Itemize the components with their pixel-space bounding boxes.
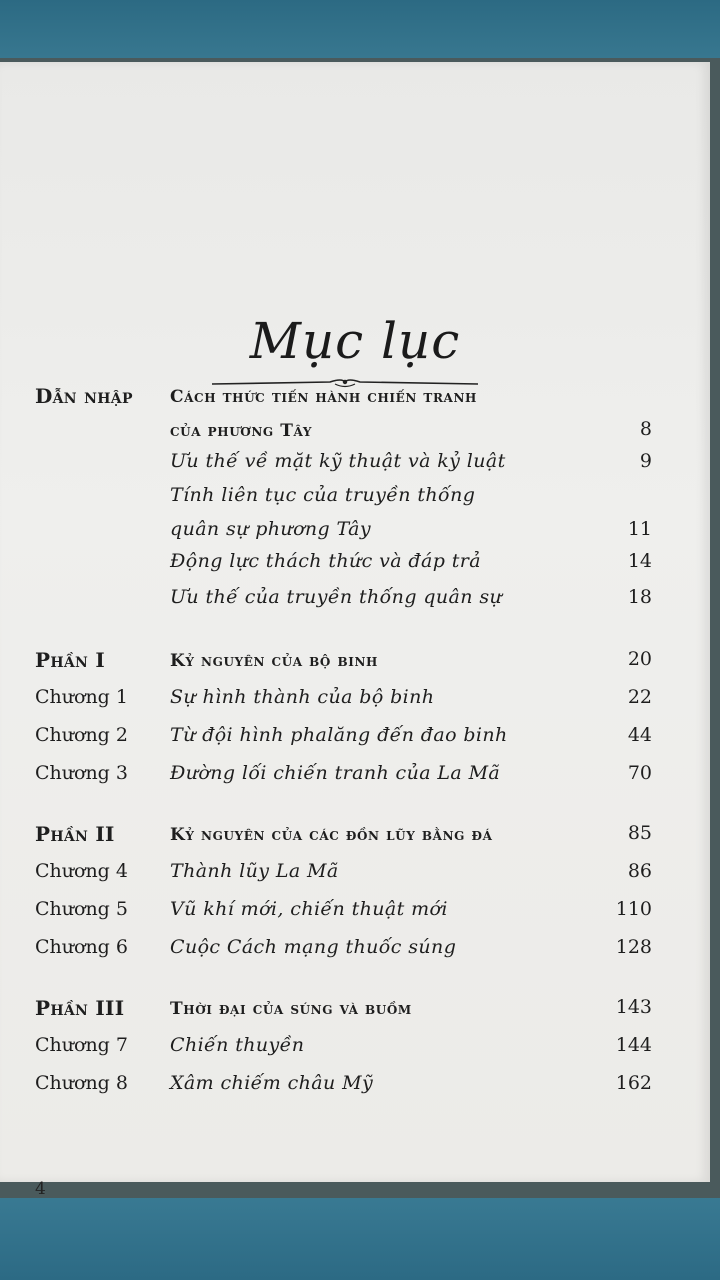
entry-title: Sự hình thành của bộ binh bbox=[170, 686, 435, 708]
entry-title: Động lực thách thức và đáp trả bbox=[170, 550, 481, 572]
entry-title: Đường lối chiến tranh của La Mã bbox=[170, 762, 501, 784]
page-ref: 9 bbox=[639, 450, 652, 472]
entry-title: Xâm chiếm châu Mỹ bbox=[170, 1072, 374, 1094]
page-ref: 14 bbox=[627, 550, 652, 572]
section-heading: Cách thức tiến hành chiến tranh bbox=[170, 387, 477, 407]
part-label: Phần III bbox=[35, 996, 125, 1020]
part-label: Phần I bbox=[35, 648, 106, 672]
section-heading: Kỷ nguyên của bộ binh bbox=[170, 651, 378, 671]
page-number: 4 bbox=[35, 1179, 46, 1199]
page-ref: 128 bbox=[615, 936, 652, 958]
page-ref: 20 bbox=[627, 648, 652, 670]
entry-title: Chiến thuyền bbox=[170, 1034, 305, 1056]
page-ref: 22 bbox=[627, 686, 652, 708]
page-title: Mục lục bbox=[249, 312, 461, 370]
show-through-handwriting bbox=[23, 90, 62, 163]
chapter-label: Chương 2 bbox=[35, 724, 128, 746]
entry-title: Từ đội hình phalăng đến đao binh bbox=[170, 724, 508, 746]
chapter-label: Chương 3 bbox=[35, 762, 128, 784]
entry-title: Vũ khí mới, chiến thuật mới bbox=[170, 898, 448, 920]
chapter-label: Chương 6 bbox=[35, 936, 128, 958]
background-bottom bbox=[0, 1185, 720, 1280]
page-ref: 70 bbox=[627, 762, 652, 784]
show-through-large-text bbox=[120, 582, 162, 666]
page-ref: 86 bbox=[627, 860, 652, 882]
section-heading: Kỷ nguyên của các đồn lũy bằng đá bbox=[170, 825, 493, 845]
part-label: Dẫn nhập bbox=[35, 384, 133, 408]
entry-title: Ưu thế về mặt kỹ thuật và kỷ luật bbox=[170, 450, 506, 472]
page-ref: 11 bbox=[627, 518, 652, 540]
chapter-label: Chương 1 bbox=[35, 686, 128, 708]
section-heading: Thời đại của súng và buồm bbox=[170, 999, 412, 1019]
page-ref: 8 bbox=[639, 418, 652, 440]
page-ref: 44 bbox=[627, 724, 652, 746]
book-page bbox=[0, 62, 710, 1199]
chapter-label: Chương 4 bbox=[35, 860, 128, 882]
chapter-label: Chương 8 bbox=[35, 1072, 128, 1094]
page-ref: 110 bbox=[615, 898, 652, 920]
page-ref: 144 bbox=[615, 1034, 652, 1056]
chapter-label: Chương 5 bbox=[35, 898, 128, 920]
entry-title: Cuộc Cách mạng thuốc súng bbox=[170, 936, 457, 958]
page-ref: 162 bbox=[615, 1072, 652, 1094]
entry-title: Tính liên tục của truyền thống bbox=[170, 484, 476, 506]
page-ref: 85 bbox=[627, 822, 652, 844]
entry-title: Thành lũy La Mã bbox=[170, 860, 339, 882]
entry-title: Ưu thế của truyền thống quân sự bbox=[170, 586, 503, 608]
section-heading: của phương Tây bbox=[170, 421, 312, 441]
page-ref: 18 bbox=[627, 586, 652, 608]
part-label: Phần II bbox=[35, 822, 115, 846]
page-ref: 143 bbox=[615, 996, 652, 1018]
chapter-label: Chương 7 bbox=[35, 1034, 128, 1056]
entry-title: quân sự phương Tây bbox=[170, 518, 372, 540]
